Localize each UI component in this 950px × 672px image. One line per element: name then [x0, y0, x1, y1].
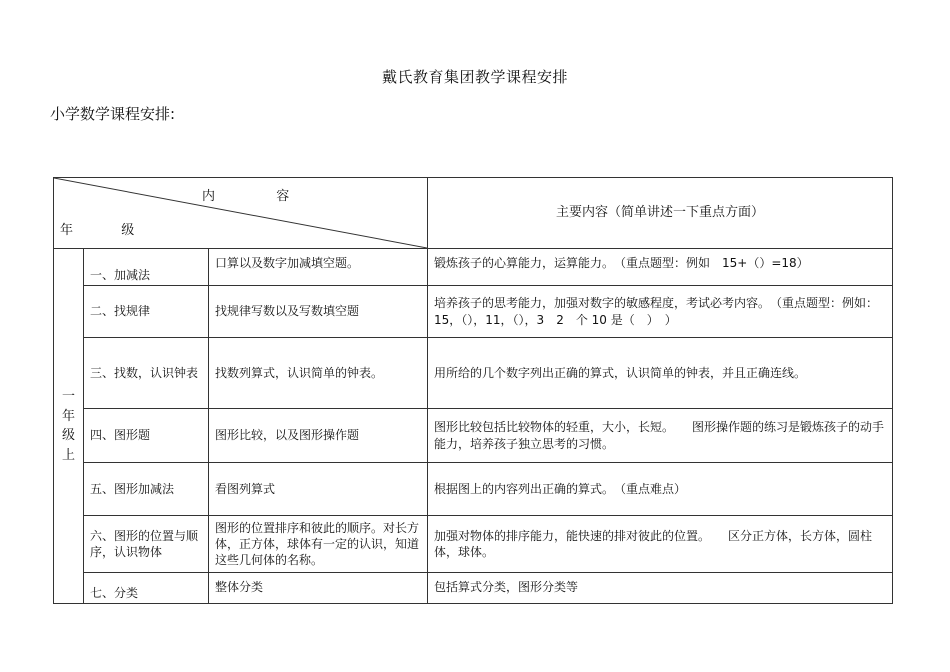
topic-cell: 六、图形的位置与顺序，认识物体 [84, 516, 209, 573]
detail-cell: 口算以及数字加减填空题。 [209, 249, 428, 286]
topic-cell: 三、找数，认识钟表 [84, 338, 209, 409]
table-row [54, 573, 893, 604]
grade-label-char-2: 级 [121, 223, 135, 238]
table-header-row [54, 178, 893, 249]
detail-cell: 找规律写数以及写数填空题 [209, 286, 428, 338]
grade-group-char: 一 [61, 389, 75, 404]
table-row [54, 249, 893, 286]
main-content-cell: 加强对物体的排序能力，能快速的排对彼此的位置。 区分正方体，长方体，圆柱体，球体。 [428, 516, 893, 573]
topic-cell: 七、分类 [84, 573, 209, 604]
diagonal-header-cell [54, 178, 428, 249]
content-label-char-1: 内 [202, 189, 217, 204]
topic-cell: 四、图形题 [84, 409, 209, 463]
detail-cell: 整体分类 [209, 573, 428, 604]
table-row [54, 409, 893, 463]
grade-label-char-1: 年 [60, 223, 74, 238]
grade-group-char: 年 [61, 408, 75, 424]
topic-cell: 一、加减法 [84, 249, 209, 286]
content-header-label [202, 188, 290, 206]
main-content-cell: 包括算式分类，图形分类等 [428, 573, 893, 604]
topic-cell: 五、图形加减法 [84, 463, 209, 516]
grade-group-char: 级 [61, 428, 75, 443]
section-subtitle: 小学数学课程安排: [50, 105, 176, 123]
main-content-header: 主要内容（简单讲述一下重点方面） [428, 178, 893, 249]
course-table [53, 177, 893, 604]
table-row [54, 516, 893, 573]
content-label-char-2: 容 [276, 189, 291, 204]
table-row [54, 338, 893, 409]
detail-cell: 图形比较，以及图形操作题 [209, 409, 428, 463]
main-content-cell: 图形比较包括比较物体的轻重，大小，长短。 图形操作题的练习是锻炼孩子的动手能力，培养孩子独立思考的习惯。 [428, 409, 893, 463]
grade-group-cell [54, 249, 84, 604]
document-title: 戴氏教育集团教学课程安排 [381, 68, 568, 86]
table-row [54, 463, 893, 516]
main-content-cell: 根据图上的内容列出正确的算式。 （重点难点） [428, 463, 893, 516]
main-content-cell: 锻炼孩子的心算能力，运算能力。 （重点题型：例如 15+（）=18） [428, 249, 893, 286]
detail-cell: 图形的位置排序和彼此的顺序。对长方体，正方体，球体有一定的认识，知道这些几何体的名称。 [209, 516, 428, 573]
grade-group-char: 上 [61, 447, 75, 463]
topic-cell: 二、找规律 [84, 286, 209, 338]
detail-cell: 找数列算式，认识简单的钟表。 [209, 338, 428, 409]
main-content-cell: 用所给的几个数字列出正确的算式，认识简单的钟表，并且正确连线。 [428, 338, 893, 409]
main-content-cell: 培养孩子的思考能力，加强对数字的敏感程度，考试必考内容。 （重点题型：例如：15，（），11，（），3 2 个 10 是（ ） ） [428, 286, 893, 338]
grade-header-label [60, 222, 134, 240]
detail-cell: 看图列算式 [209, 463, 428, 516]
table-row [54, 286, 893, 338]
